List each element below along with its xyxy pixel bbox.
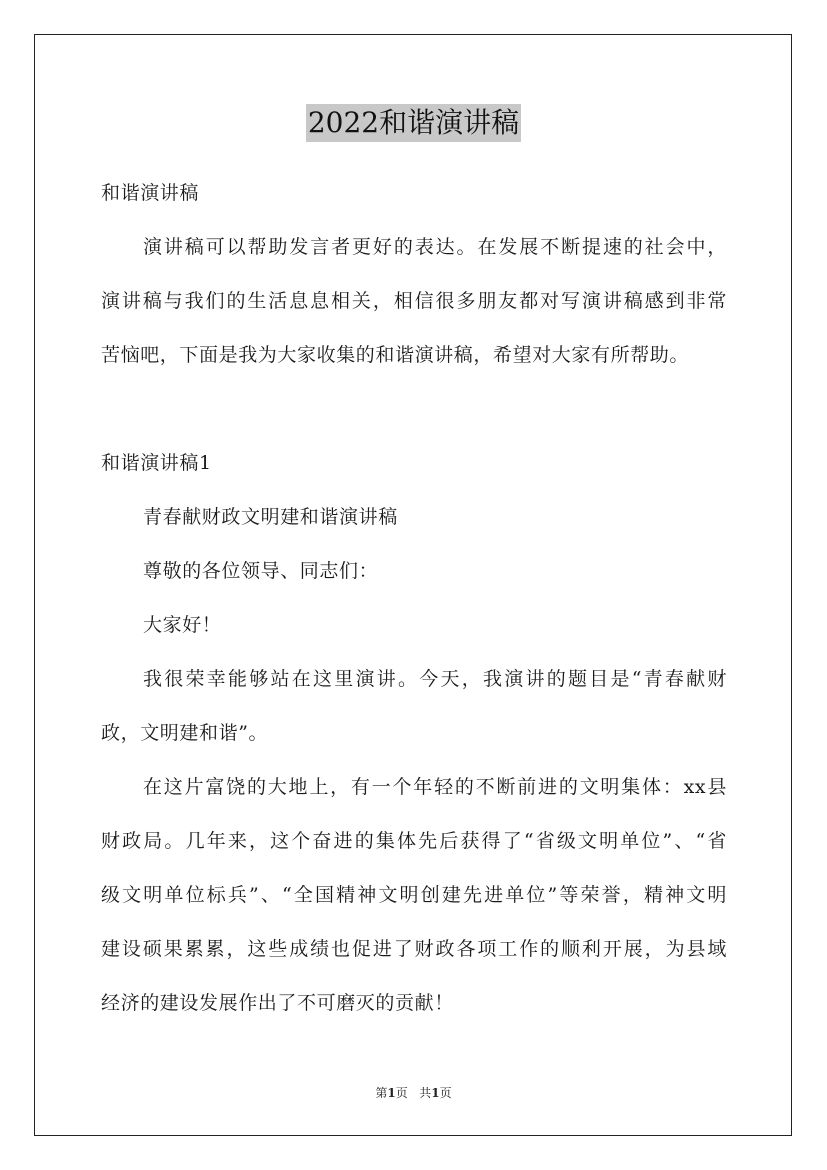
total-label-prefix: 共 xyxy=(419,1086,432,1100)
paragraph-line: 经济的建设发展作出了不可磨灭的贡献！ xyxy=(101,992,454,1014)
section-heading-1: 和谐演讲稿1 xyxy=(101,452,212,474)
paragraph-line: 我很荣幸能够站在这里演讲。今天，我演讲的题目是“青春献财 xyxy=(143,668,727,690)
greeting: 大家好！ xyxy=(143,614,222,636)
page-label-suffix: 页 xyxy=(395,1086,408,1100)
spacer xyxy=(101,391,727,445)
page-footer xyxy=(0,1084,827,1101)
total-label-suffix: 页 xyxy=(439,1086,452,1100)
title-container xyxy=(0,104,827,142)
paragraph-line: 在这片富饶的大地上，有一个年轻的不断前进的文明集体：xx县 xyxy=(143,776,727,798)
section-heading: 和谐演讲稿 xyxy=(101,182,200,204)
paragraph-line: 级文明单位标兵”、“全国精神文明创建先进单位”等荣誉，精神文明 xyxy=(101,884,727,906)
speech-title: 青春献财政文明建和谐演讲稿 xyxy=(143,506,398,528)
paragraph-line: 政，文明建和谐”。 xyxy=(101,722,269,744)
intro-line: 苦恼吧，下面是我为大家收集的和谐演讲稿，希望对大家有所帮助。 xyxy=(101,344,690,366)
page-current: 1 xyxy=(387,1086,396,1100)
salutation: 尊敬的各位领导、同志们： xyxy=(143,560,379,582)
page-total: 1 xyxy=(431,1086,440,1100)
paragraph-line: 建设硕果累累，这些成绩也促进了财政各项工作的顺利开展，为县域 xyxy=(101,938,727,960)
document-body xyxy=(101,175,727,1039)
document-title: 2022和谐演讲稿 xyxy=(306,104,521,142)
paragraph-line: 财政局。几年来，这个奋进的集体先后获得了“省级文明单位”、“省 xyxy=(101,830,727,852)
intro-line: 演讲稿可以帮助发言者更好的表达。在发展不断提速的社会中， xyxy=(143,236,727,258)
intro-line: 演讲稿与我们的生活息息相关，相信很多朋友都对写演讲稿感到非常 xyxy=(101,290,727,312)
page-label-prefix: 第 xyxy=(375,1086,388,1100)
